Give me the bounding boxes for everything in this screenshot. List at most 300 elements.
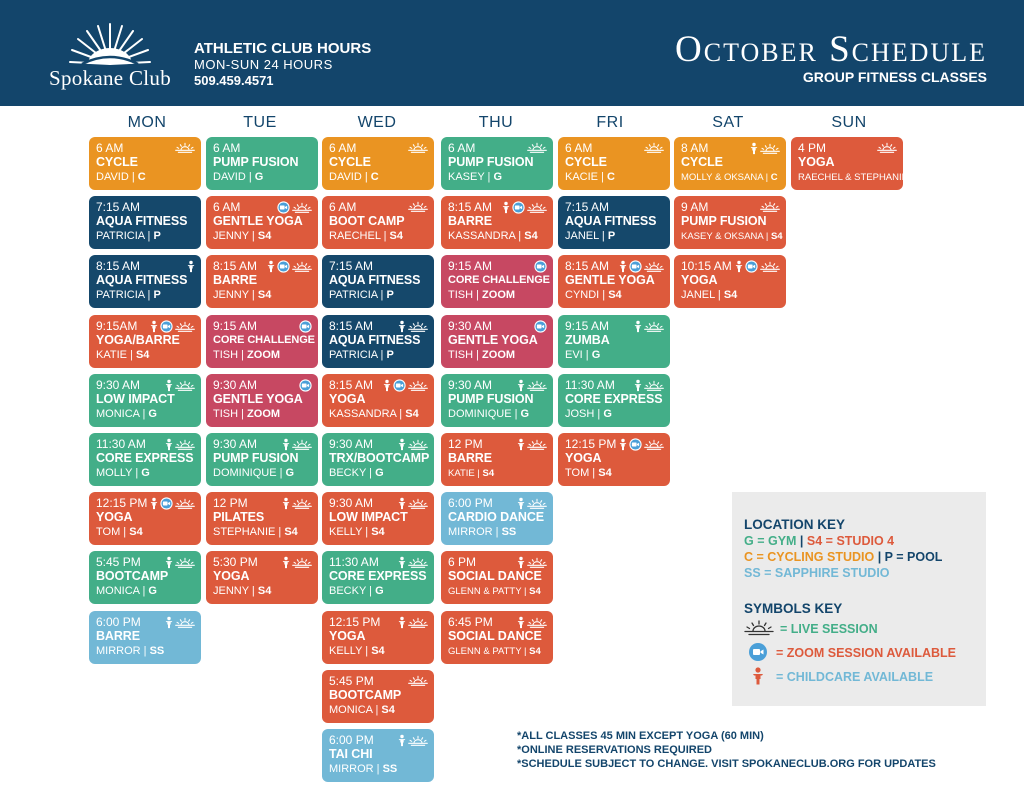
class-location: ZOOM <box>482 349 516 361</box>
class-location: S4 <box>529 586 541 597</box>
spokane-club-logo <box>44 20 176 98</box>
class-info: KELLY | S4 <box>329 526 385 538</box>
class-card[interactable] <box>558 137 670 190</box>
class-card[interactable] <box>322 433 434 486</box>
class-time: 5:45 PM <box>329 674 374 688</box>
class-icons <box>517 556 547 569</box>
class-card[interactable] <box>441 255 553 308</box>
separator: | <box>874 550 885 564</box>
class-instructor: JENNY <box>213 289 249 301</box>
live-session-icon <box>527 617 547 629</box>
class-name: BOOTCAMP <box>96 569 169 583</box>
class-icons <box>398 734 428 747</box>
class-location: P <box>153 289 161 301</box>
class-info: PATRICIA | P <box>329 289 394 301</box>
class-time: 9:15 AM <box>565 319 610 333</box>
live-session-icon <box>527 498 547 510</box>
class-name: LOW IMPACT <box>96 392 175 406</box>
class-card[interactable] <box>89 255 201 308</box>
class-card[interactable] <box>206 551 318 604</box>
live-session-icon <box>175 498 195 510</box>
class-name: CYCLE <box>681 155 723 169</box>
live-session-icon <box>175 142 195 154</box>
class-info: MIRROR | SS <box>329 763 398 775</box>
class-time: 6 PM <box>448 555 477 569</box>
note-3: *SCHEDULE SUBJECT TO CHANGE. VISIT SPOKANECLUB.ORG FOR UPDATES <box>517 758 936 770</box>
class-instructor: PATRICIA <box>96 230 145 242</box>
class-card[interactable] <box>441 492 553 545</box>
class-icons <box>398 320 428 333</box>
class-location: G <box>603 408 612 420</box>
class-icons <box>619 260 664 273</box>
class-time: 12 PM <box>448 437 483 451</box>
class-location: S4 <box>608 289 622 301</box>
childcare-icon <box>398 497 406 510</box>
zoom-session-icon <box>277 201 290 214</box>
class-location: ZOOM <box>247 408 281 420</box>
class-info: JENNY | S4 <box>213 289 272 301</box>
class-time: 7:15 AM <box>96 200 141 214</box>
class-instructor: MONICA <box>96 585 140 597</box>
class-card[interactable] <box>206 137 318 190</box>
class-icons <box>750 142 780 155</box>
class-time: 9:30 AM <box>329 496 374 510</box>
class-info: BECKY | G <box>329 467 384 479</box>
class-instructor: MOLLY & OKSANA <box>681 172 764 183</box>
childcare-icon <box>398 556 406 569</box>
class-info: TOM | S4 <box>565 467 612 479</box>
class-location: G <box>254 171 264 183</box>
class-location: S4 <box>598 467 612 479</box>
zoom-session-icon <box>512 201 525 214</box>
class-info: PATRICIA | P <box>96 289 161 301</box>
logo-text: Spokane Club <box>48 66 171 90</box>
class-instructor: MOLLY <box>96 467 133 479</box>
class-info: MONICA | S4 <box>329 704 395 716</box>
class-instructor: JENNY <box>213 585 249 597</box>
childcare-icon <box>517 438 525 451</box>
class-card[interactable] <box>558 196 670 249</box>
class-instructor: JENNY <box>213 230 249 242</box>
schedule-notes <box>517 729 936 771</box>
class-location: G <box>285 467 295 479</box>
class-card[interactable] <box>89 315 201 368</box>
class-instructor: PATRICIA <box>329 349 378 361</box>
class-icons <box>277 201 312 214</box>
live-session-icon <box>175 321 195 333</box>
class-name: BARRE <box>213 273 257 287</box>
live-session-icon <box>408 735 428 747</box>
class-location: S4 <box>529 646 541 657</box>
class-info: MONICA | G <box>96 408 157 420</box>
location-pool: P = POOL <box>884 550 943 564</box>
class-name: AQUA FITNESS <box>96 214 188 228</box>
class-card[interactable] <box>322 492 434 545</box>
class-instructor: MONICA <box>329 704 373 716</box>
day-header-tue: TUE <box>243 114 277 131</box>
class-icons <box>517 379 547 392</box>
live-session-icon <box>292 261 312 273</box>
childcare-icon <box>517 556 525 569</box>
class-card[interactable] <box>206 315 318 368</box>
class-info: MIRROR | SS <box>96 645 165 657</box>
live-session-icon <box>644 261 664 273</box>
class-info: KASEY | G <box>448 171 503 183</box>
class-time: 12:15 PM <box>329 615 381 629</box>
class-card[interactable] <box>674 137 786 190</box>
class-instructor: KACIE <box>565 171 599 183</box>
class-card[interactable] <box>558 255 670 308</box>
childcare-icon <box>398 734 406 747</box>
class-instructor: KELLY <box>329 645 363 657</box>
class-time: 8:15 AM <box>448 200 493 214</box>
class-icons <box>165 438 195 451</box>
class-name: CARDIO DANCE <box>448 510 545 524</box>
class-card[interactable] <box>322 196 434 249</box>
class-card[interactable] <box>322 729 434 782</box>
childcare-icon <box>502 201 510 214</box>
live-session-icon <box>527 380 547 392</box>
class-icons <box>282 497 312 510</box>
class-time: 8 AM <box>681 141 709 155</box>
class-location: S4 <box>284 526 298 538</box>
symbol-child-row <box>744 665 974 689</box>
zoom-session-icon <box>745 260 758 273</box>
class-location: S4 <box>129 526 143 538</box>
class-instructor: EVI <box>565 349 583 361</box>
class-name: YOGA <box>96 510 133 524</box>
class-instructor: TISH <box>213 408 239 420</box>
class-time: 6:00 PM <box>329 733 374 747</box>
live-session-icon <box>408 498 428 510</box>
class-name: CORE EXPRESS <box>329 569 427 583</box>
class-location: S4 <box>257 289 272 301</box>
class-time: 8:15 AM <box>329 319 374 333</box>
class-info: KACIE | C <box>565 171 615 183</box>
class-card[interactable] <box>441 611 553 664</box>
page-title: October Schedule <box>675 29 987 70</box>
class-icons <box>150 320 195 333</box>
class-location: G <box>141 467 150 479</box>
class-instructor: MIRROR <box>448 526 493 538</box>
class-info: MOLLY | G <box>96 467 150 479</box>
class-name: BOOT CAMP <box>329 214 405 228</box>
childcare-icon <box>165 438 173 451</box>
class-info: JANEL | P <box>565 230 616 242</box>
class-info: TISH | ZOOM <box>448 289 516 301</box>
class-location: S4 <box>257 230 272 242</box>
class-name: CORE CHALLENGE <box>448 274 550 286</box>
live-session-icon <box>760 261 780 273</box>
class-location: S4 <box>381 704 395 716</box>
live-session-icon <box>292 557 312 569</box>
class-location: C <box>137 171 146 183</box>
class-instructor: BECKY <box>329 585 367 597</box>
class-card[interactable] <box>89 492 201 545</box>
childcare-icon <box>517 616 525 629</box>
class-card[interactable] <box>791 137 928 190</box>
live-session-icon <box>644 142 664 154</box>
separator: | <box>796 534 807 548</box>
class-location: S4 <box>723 289 738 301</box>
live-session-icon <box>527 202 547 214</box>
class-info: DAVID | G <box>213 171 264 183</box>
class-info: JOSH | G <box>565 408 612 420</box>
day-header-sat: SAT <box>712 114 744 131</box>
class-time: 6 AM <box>448 141 476 155</box>
class-icons <box>517 438 547 451</box>
live-session-icon <box>292 439 312 451</box>
class-location: G <box>148 408 157 420</box>
class-name: AQUA FITNESS <box>565 214 657 228</box>
childcare-icon <box>619 438 627 451</box>
class-card[interactable] <box>206 196 318 249</box>
location-gym: G = GYM <box>744 534 797 548</box>
class-card[interactable] <box>322 551 434 604</box>
zoom-session-icon <box>534 320 547 333</box>
live-session-icon <box>760 143 780 155</box>
class-card[interactable] <box>89 433 201 486</box>
childcare-icon <box>282 556 290 569</box>
class-time: 8:15 AM <box>213 259 258 273</box>
live-session-icon <box>175 439 195 451</box>
live-session-icon <box>175 617 195 629</box>
class-icons <box>165 556 195 569</box>
class-card[interactable] <box>206 374 318 427</box>
class-icons <box>644 142 664 154</box>
live-session-icon <box>744 620 774 639</box>
class-name: PUMP FUSION <box>681 214 767 228</box>
class-name: AQUA FITNESS <box>329 273 421 287</box>
class-location: S4 <box>405 408 419 420</box>
class-location: G <box>375 467 384 479</box>
class-location: S4 <box>371 526 385 538</box>
class-time: 11:30 AM <box>96 437 146 451</box>
class-card[interactable] <box>322 137 434 190</box>
class-info: KASSANDRA | S4 <box>329 408 419 420</box>
class-name: YOGA <box>681 273 718 287</box>
class-icons <box>398 616 428 629</box>
class-info: MONICA | G <box>96 585 157 597</box>
class-name: GENTLE YOGA <box>565 273 655 287</box>
class-time: 11:30 AM <box>329 555 379 569</box>
childcare-icon <box>165 379 173 392</box>
live-session-icon <box>408 321 428 333</box>
class-name: PUMP FUSION <box>448 155 534 169</box>
club-hours-title: ATHLETIC CLUB HOURS <box>194 40 372 57</box>
class-card[interactable] <box>89 137 201 190</box>
class-card[interactable] <box>322 374 434 427</box>
class-info: MOLLY & OKSANA | C <box>681 172 778 183</box>
class-name: PUMP FUSION <box>213 155 299 169</box>
class-instructor: KASEY & OKSANA <box>681 231 764 242</box>
live-session-icon <box>408 439 428 451</box>
class-instructor: MIRROR <box>96 645 141 657</box>
live-session-icon <box>408 142 428 154</box>
childcare-icon <box>619 260 627 273</box>
class-instructor: JOSH <box>565 408 595 420</box>
class-icons <box>398 556 428 569</box>
class-card[interactable] <box>322 670 434 723</box>
class-instructor: KATIE <box>96 349 127 361</box>
class-card[interactable] <box>441 374 553 427</box>
class-name: BARRE <box>448 451 492 465</box>
class-card[interactable] <box>322 315 434 368</box>
class-icons <box>634 379 664 392</box>
childcare-icon <box>165 616 173 629</box>
class-card[interactable] <box>206 433 318 486</box>
live-session-icon <box>527 142 547 154</box>
class-time: 9:30 AM <box>448 319 493 333</box>
class-name: PUMP FUSION <box>448 392 534 406</box>
class-instructor: GLENN & PATTY <box>448 646 522 657</box>
class-icons <box>398 497 428 510</box>
class-location: C <box>370 171 379 183</box>
class-instructor: TISH <box>448 289 474 301</box>
zoom-session-icon <box>749 643 767 664</box>
class-card[interactable] <box>89 611 201 664</box>
class-instructor: RAECHEL <box>329 230 381 242</box>
class-name: TRX/BOOTCAMP <box>329 451 430 465</box>
class-info: JANEL | S4 <box>681 289 738 301</box>
symbol-live-label: = LIVE SESSION <box>780 622 878 636</box>
class-instructor: KELLY <box>329 526 363 538</box>
childcare-icon <box>150 320 158 333</box>
class-card[interactable] <box>558 433 670 486</box>
live-session-icon <box>408 201 428 213</box>
class-card[interactable] <box>674 196 786 249</box>
class-instructor: KASSANDRA <box>329 408 397 420</box>
class-location: SS <box>501 526 517 538</box>
class-info: MIRROR | SS <box>448 526 517 538</box>
class-card[interactable] <box>441 551 553 604</box>
class-name: CORE EXPRESS <box>565 392 663 406</box>
class-name: CYCLE <box>565 155 607 169</box>
class-instructor: GLENN & PATTY <box>448 586 522 597</box>
class-time: 5:30 PM <box>213 555 258 569</box>
class-time: 9:30 AM <box>213 437 258 451</box>
class-name: CORE CHALLENGE <box>213 334 315 346</box>
class-location: S4 <box>482 468 495 479</box>
live-session-icon <box>408 617 428 629</box>
class-info: RAECHEL & STEPHANIE | S4 <box>798 172 928 183</box>
class-instructor: PATRICIA <box>96 289 145 301</box>
class-info: TISH | ZOOM <box>213 408 281 420</box>
class-info: JENNY | S4 <box>213 230 272 242</box>
class-time: 12 PM <box>213 496 248 510</box>
class-time: 6:00 PM <box>448 496 493 510</box>
class-info: KELLY | S4 <box>329 645 385 657</box>
class-location: ZOOM <box>482 289 516 301</box>
live-session-icon <box>408 380 428 392</box>
class-name: YOGA <box>213 569 250 583</box>
zoom-session-icon <box>393 379 406 392</box>
class-instructor: TISH <box>448 349 474 361</box>
class-icons <box>534 260 547 273</box>
class-card[interactable] <box>441 433 553 486</box>
location-key-line-2 <box>744 549 974 565</box>
class-instructor: PATRICIA <box>329 289 378 301</box>
class-card[interactable] <box>558 315 670 368</box>
live-session-icon <box>408 557 428 569</box>
class-card[interactable] <box>89 551 201 604</box>
class-name: BARRE <box>96 629 140 643</box>
class-location: G <box>520 408 530 420</box>
class-card[interactable] <box>441 196 553 249</box>
class-info: TISH | ZOOM <box>213 349 281 361</box>
class-name: BARRE <box>448 214 492 228</box>
live-session-icon <box>527 557 547 569</box>
class-time: 6:00 PM <box>96 615 141 629</box>
class-card[interactable] <box>89 196 201 249</box>
class-card[interactable] <box>206 255 318 308</box>
class-location: S4 <box>389 230 404 242</box>
class-info: KATIE | S4 <box>96 349 150 361</box>
class-instructor: DAVID <box>96 171 129 183</box>
class-card[interactable] <box>674 255 786 308</box>
class-icons <box>282 438 312 451</box>
location-key-title: LOCATION KEY <box>744 517 845 532</box>
class-card[interactable] <box>322 611 434 664</box>
class-name: PUMP FUSION <box>213 451 299 465</box>
class-name: PILATES <box>213 510 265 524</box>
class-icons <box>408 201 428 213</box>
note-2: *ONLINE RESERVATIONS REQUIRED <box>517 744 712 756</box>
class-location: G <box>591 349 601 361</box>
class-instructor: KASSANDRA <box>448 230 516 242</box>
live-session-icon <box>292 498 312 510</box>
class-instructor: MONICA <box>96 408 140 420</box>
day-header-thu: THU <box>478 114 514 131</box>
class-icons <box>527 142 547 154</box>
class-name: GENTLE YOGA <box>448 333 538 347</box>
class-card[interactable] <box>89 374 201 427</box>
class-info: RAECHEL | S4 <box>329 230 404 242</box>
class-info: PATRICIA | P <box>96 230 161 242</box>
class-card[interactable] <box>441 315 553 368</box>
childcare-icon <box>187 260 195 273</box>
live-session-icon <box>175 557 195 569</box>
class-icons <box>383 379 428 392</box>
live-session-icon <box>644 380 664 392</box>
childcare-icon <box>517 379 525 392</box>
class-card[interactable] <box>558 374 670 427</box>
class-time: 6 AM <box>96 141 124 155</box>
class-instructor: CYNDI <box>565 289 600 301</box>
live-session-icon <box>292 202 312 214</box>
class-instructor: DOMINIQUE <box>213 467 277 479</box>
class-card[interactable] <box>322 255 434 308</box>
live-session-icon <box>877 142 897 154</box>
class-time: 9:15 AM <box>448 259 493 273</box>
childcare-icon <box>282 438 290 451</box>
note-1: *ALL CLASSES 45 MIN EXCEPT YOGA (60 MIN) <box>517 730 764 742</box>
class-location: G <box>148 585 157 597</box>
class-name: LOW IMPACT <box>329 510 408 524</box>
class-instructor: KASEY <box>448 171 485 183</box>
live-session-icon <box>527 439 547 451</box>
class-info: TISH | ZOOM <box>448 349 516 361</box>
class-icons <box>175 142 195 154</box>
class-card[interactable] <box>206 492 318 545</box>
class-time: 8:15 AM <box>329 378 374 392</box>
class-time: 9:15 AM <box>213 319 258 333</box>
class-card[interactable] <box>441 137 553 190</box>
class-icons <box>760 201 780 213</box>
page-subtitle: GROUP FITNESS CLASSES <box>802 69 987 85</box>
class-name: CORE EXPRESS <box>96 451 194 465</box>
class-instructor: KATIE <box>448 468 475 479</box>
